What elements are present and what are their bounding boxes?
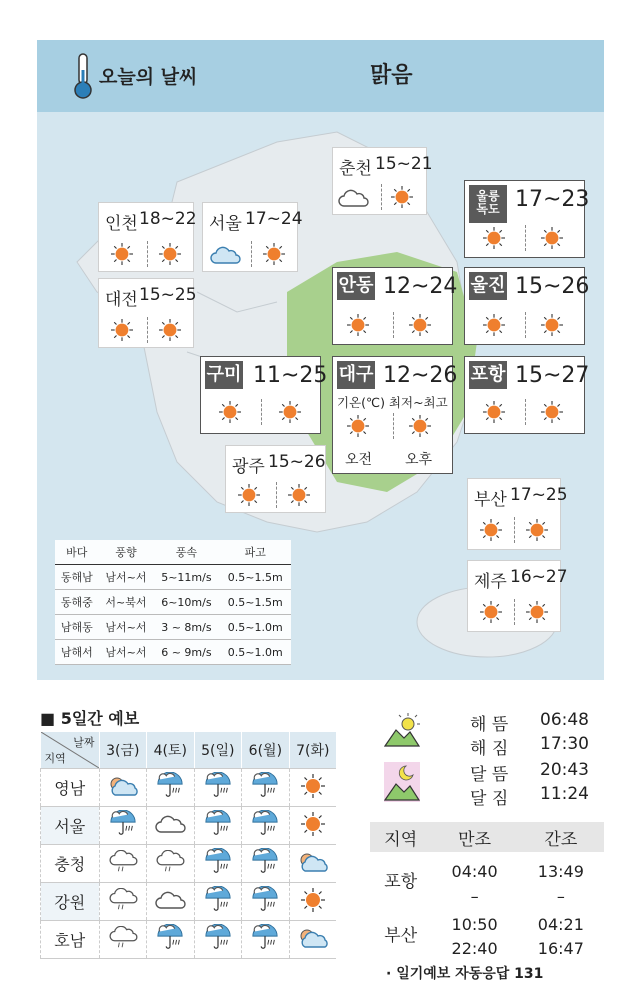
city-card-gwangju: [225, 445, 326, 513]
partly-cloudy-icon: [297, 850, 329, 874]
am-label: 오전: [345, 452, 373, 468]
sea-area: 동해중: [55, 590, 99, 615]
sunrise-icon: [384, 712, 420, 748]
sunny-icon: [279, 401, 301, 423]
sunny-icon: [347, 314, 369, 336]
low-tide: 13:49: [537, 862, 584, 882]
moonrise-label: 달 뜸: [470, 765, 509, 785]
city-card-gumi: [200, 356, 328, 434]
city-card-jeju: [467, 560, 568, 632]
tide-header: 간조: [518, 822, 604, 852]
sunny-icon: [159, 243, 181, 265]
forecast-cell: [242, 883, 290, 921]
forecast-day: 5(일): [194, 732, 242, 769]
rain-icon: [202, 886, 234, 914]
forecast-day: 4(토): [147, 732, 195, 769]
sunrise-time: 06:48: [540, 710, 589, 730]
cloudy-rain-icon: [107, 926, 139, 950]
low-tide: 04:21: [537, 914, 584, 934]
partly-cloudy-icon: [209, 243, 241, 267]
forecast-cell: [147, 845, 195, 883]
moonrise-icon: [384, 762, 420, 802]
wind-speed: 6 ~ 9m/s: [153, 640, 219, 665]
thermometer-icon: [72, 52, 94, 100]
table-row: [55, 615, 291, 640]
sea-area: 남해서: [55, 640, 99, 665]
city-card-andong: [332, 267, 458, 345]
forecast-region: 서울: [41, 807, 100, 845]
rain-icon: [249, 810, 281, 838]
table-row: [370, 906, 604, 937]
city-name: 울진: [469, 272, 507, 300]
wind-speed: 5~11m/s: [153, 565, 219, 590]
temp-range: 18~22: [139, 209, 197, 229]
phone-forecast-note: · 일기예보 자동응답 131: [386, 966, 544, 982]
city-card-seoul: [202, 202, 303, 272]
temp-range: 16~27: [510, 567, 568, 587]
high-tide: 04:40: [451, 862, 498, 882]
city-name: 구미: [205, 361, 243, 389]
rain-icon: [202, 848, 234, 876]
tide-header: 지역: [370, 822, 431, 852]
wind-direction: 서~북서: [99, 590, 154, 615]
city-name: 부산: [474, 490, 507, 510]
city-name: 광주: [232, 457, 265, 477]
rain-icon: [249, 772, 281, 800]
sunset-label: 해 짐: [470, 739, 509, 759]
sunny-icon: [238, 484, 260, 506]
corner-region-label: 지역: [44, 752, 66, 765]
city-card-busan: [467, 478, 568, 550]
table-row: [55, 640, 291, 665]
low-tide-2: 16:47: [537, 938, 584, 958]
high-tide-2: 22:40: [451, 938, 498, 958]
high-tide: 10:50: [451, 914, 498, 934]
temp-range: 15~26: [268, 452, 326, 472]
city-name: 제주: [474, 572, 507, 592]
cloudy-rain-icon: [107, 850, 139, 874]
rain-icon: [249, 886, 281, 914]
partly-cloudy-icon: [297, 926, 329, 950]
sunny-icon: [541, 314, 563, 336]
table-row: [370, 852, 604, 887]
forecast-cell: [99, 769, 147, 807]
city-name: 안동: [337, 272, 375, 300]
rain-icon: [107, 810, 139, 838]
table-row: [41, 769, 337, 807]
forecast-cell: [289, 807, 336, 845]
sunny-icon: [263, 243, 285, 265]
sunny-icon: [391, 186, 413, 208]
wind-direction: 남서~서: [99, 565, 154, 590]
city-name: 대구: [337, 361, 375, 389]
sunny-icon: [480, 601, 502, 623]
sunny-icon: [301, 812, 325, 836]
moonrise-time: 20:43: [540, 760, 589, 780]
sea-area: 동해남: [55, 565, 99, 590]
temp-range: 15~27: [515, 363, 590, 388]
city-card-chuncheon: [332, 147, 433, 215]
rain-icon: [249, 924, 281, 952]
forecast-cell: [289, 845, 336, 883]
forecast-cell: [99, 807, 147, 845]
sunny-icon: [409, 314, 431, 336]
sea-conditions-table: [55, 540, 291, 665]
wave-height: 0.5~1.5m: [219, 565, 291, 590]
cloudy-icon: [154, 812, 186, 836]
partly-cloudy-icon: [107, 774, 139, 798]
sunny-icon: [111, 319, 133, 341]
forecast-region: 영남: [41, 769, 100, 807]
table-row: [41, 845, 337, 883]
wind-direction: 남서~서: [99, 615, 154, 640]
rain-icon: [202, 924, 234, 952]
corner-date-label: 날짜: [73, 736, 95, 749]
sunny-icon: [483, 314, 505, 336]
tide-region: 포항: [384, 871, 418, 892]
forecast-corner: [41, 732, 99, 768]
sunny-icon: [111, 243, 133, 265]
forecast-day: 3(금): [99, 732, 147, 769]
forecast-day: 7(화): [289, 732, 336, 769]
sunny-icon: [526, 519, 548, 541]
sea-header: 풍속: [153, 540, 219, 565]
forecast-cell: [99, 845, 147, 883]
city-name: 춘천: [339, 159, 372, 179]
sea-header: 풍향: [99, 540, 154, 565]
temp-range: 12~24: [383, 274, 458, 299]
moonset-label: 달 짐: [470, 789, 509, 809]
forecast-cell: [194, 921, 242, 959]
city-name: 울릉 독도: [469, 185, 507, 223]
wind-direction: 남서~서: [99, 640, 154, 665]
table-row: [41, 807, 337, 845]
sunny-icon: [541, 401, 563, 423]
temp-range: 17~25: [510, 485, 568, 505]
cloudy-rain-icon: [107, 888, 139, 912]
high-tide-2: –: [470, 886, 479, 906]
forecast-day: 6(월): [242, 732, 290, 769]
forecast-cell: [147, 883, 195, 921]
city-name: 서울: [209, 214, 242, 234]
sunny-icon: [409, 415, 431, 437]
wind-speed: 3 ~ 8m/s: [153, 615, 219, 640]
sunny-icon: [480, 519, 502, 541]
sunny-icon: [526, 601, 548, 623]
temp-range: 12~26: [383, 363, 458, 388]
city-card-incheon: [98, 202, 197, 272]
weather-condition: 맑음: [370, 63, 413, 88]
tide-header: 만조: [431, 822, 517, 852]
table-row: [55, 590, 291, 615]
cloudy-icon: [154, 888, 186, 912]
city-card-pohang: [464, 356, 590, 434]
forecast-cell: [147, 921, 195, 959]
temp-range: 15~21: [375, 154, 433, 174]
temp-range: 15~26: [515, 274, 590, 299]
forecast-cell: [242, 921, 290, 959]
forecast-cell: [99, 921, 147, 959]
forecast-cell: [147, 807, 195, 845]
forecast-cell: [194, 883, 242, 921]
forecast-region: 호남: [41, 921, 100, 959]
forecast-region: 충청: [41, 845, 100, 883]
forecast-cell: [194, 845, 242, 883]
rain-icon: [249, 848, 281, 876]
forecast-title: ■ 5일간 예보: [40, 709, 140, 728]
sunny-icon: [288, 484, 310, 506]
rain-icon: [202, 810, 234, 838]
city-card-daejeon: [98, 278, 197, 348]
page-title: 오늘의 날씨: [99, 66, 198, 88]
city-name: 인천: [105, 214, 138, 234]
sunny-icon: [347, 415, 369, 437]
wave-height: 0.5~1.0m: [219, 640, 291, 665]
sunset-time: 17:30: [540, 734, 589, 754]
forecast-cell: [289, 921, 336, 959]
sunny-icon: [219, 401, 241, 423]
wave-height: 0.5~1.5m: [219, 590, 291, 615]
forecast-cell: [99, 883, 147, 921]
temp-range: 17~24: [245, 209, 303, 229]
sunny-icon: [301, 774, 325, 798]
sunny-icon: [159, 319, 181, 341]
pm-label: 오후: [405, 452, 433, 468]
forecast-cell: [194, 769, 242, 807]
forecast-cell: [242, 769, 290, 807]
moonset-time: 11:24: [540, 784, 589, 804]
cloudy-icon: [337, 186, 369, 210]
city-card-ulleung: [464, 180, 590, 258]
tide-table: [370, 822, 604, 960]
sunny-icon: [483, 401, 505, 423]
wind-speed: 6~10m/s: [153, 590, 219, 615]
city-name: 대전: [105, 290, 138, 310]
forecast-cell: [147, 769, 195, 807]
wave-height: 0.5~1.0m: [219, 615, 291, 640]
sea-area: 남해동: [55, 615, 99, 640]
forecast-cell: [242, 807, 290, 845]
forecast-cell: [289, 883, 336, 921]
forecast-cell: [289, 769, 336, 807]
forecast-cell: [194, 807, 242, 845]
table-row: [41, 883, 337, 921]
table-row: [55, 565, 291, 590]
temp-range: 17~23: [515, 187, 590, 212]
rain-icon: [154, 924, 186, 952]
tide-region: 부산: [384, 925, 418, 946]
temp-range: 15~25: [139, 285, 197, 305]
forecast-region: 강원: [41, 883, 100, 921]
sea-header: 파고: [219, 540, 291, 565]
sunny-icon: [301, 888, 325, 912]
sunny-icon: [483, 227, 505, 249]
sea-header: 바다: [55, 540, 99, 565]
table-row: [41, 921, 337, 959]
forecast-table: [40, 732, 336, 959]
header-bar: [37, 40, 604, 112]
cloudy-rain-icon: [154, 850, 186, 874]
low-tide-2: –: [556, 886, 565, 906]
rain-icon: [154, 772, 186, 800]
forecast-cell: [242, 845, 290, 883]
sunny-icon: [541, 227, 563, 249]
temp-legend: 기온(℃) 최저~최고: [337, 395, 448, 410]
temp-range: 11~25: [253, 363, 328, 388]
city-card-uljin: [464, 267, 590, 345]
city-name: 포항: [469, 361, 507, 389]
rain-icon: [202, 772, 234, 800]
city-card-daegu: [332, 356, 458, 474]
sunrise-label: 해 뜸: [470, 715, 509, 735]
